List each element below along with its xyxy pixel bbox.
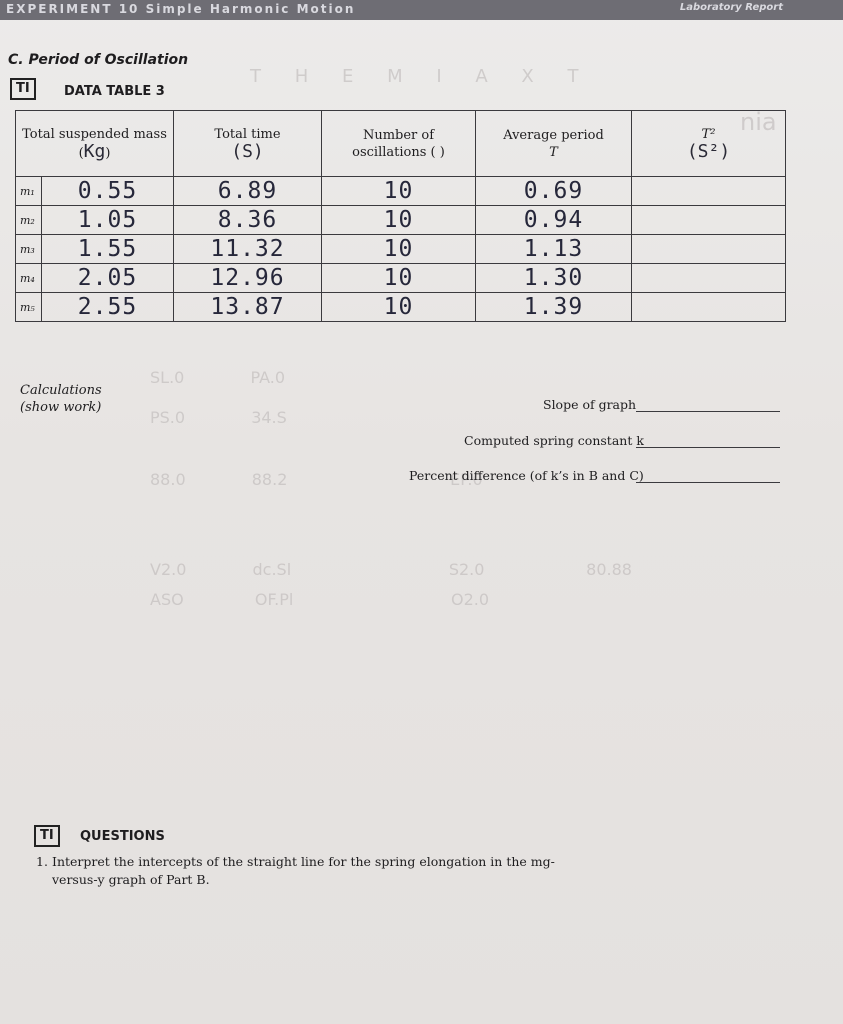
cell-t-squared[interactable] [632, 293, 786, 322]
questions-title: QUESTIONS [80, 829, 165, 844]
bleed-through-text: SL.0 PA.0 [150, 368, 286, 387]
slope-label: Slope of graph [543, 397, 637, 412]
slope-blank[interactable] [636, 411, 780, 412]
spring-constant-label: Computed spring constant k [464, 433, 644, 448]
bleed-through-text: PS.0 34.S [150, 408, 287, 427]
percent-difference-blank[interactable] [636, 482, 780, 483]
calculations-label: Calculations (show work) [20, 383, 102, 415]
percent-difference-label: Percent difference (of k’s in B and C) [409, 468, 644, 483]
data-table-3 [15, 110, 786, 322]
row-label: m₃ [16, 235, 42, 264]
cell-oscillations[interactable]: 10 [322, 293, 476, 322]
spring-constant-blank[interactable] [636, 447, 780, 448]
cell-t-squared[interactable] [632, 177, 786, 206]
row-label: m₅ [16, 293, 42, 322]
cell-time[interactable]: 6.89 [174, 177, 322, 206]
ti-badge-text: TI [16, 81, 30, 96]
cell-time[interactable]: 8.36 [174, 206, 322, 235]
table-row [16, 177, 786, 206]
ti-badge-text: TI [40, 828, 54, 843]
header-period: Average period T [476, 111, 632, 177]
cell-time[interactable]: 12.96 [174, 264, 322, 293]
header-mass: Total suspended mass (Kg) [16, 111, 174, 177]
table-row [16, 235, 786, 264]
cell-time[interactable]: 13.87 [174, 293, 322, 322]
header-t-squared: T² (S²) [632, 111, 786, 177]
cell-mass[interactable]: 0.55 [42, 177, 174, 206]
cell-period[interactable]: 1.39 [476, 293, 632, 322]
bleed-through-text: 88.0 88.2 EP.0 [150, 470, 483, 489]
cell-mass[interactable]: 2.55 [42, 293, 174, 322]
bleed-through-text: nia [740, 108, 777, 136]
question-number: 1. [36, 854, 48, 869]
time-unit: (S) [231, 140, 264, 162]
table-header-row [16, 111, 786, 177]
data-table-label: DATA TABLE 3 [64, 84, 165, 99]
cell-oscillations[interactable]: 10 [322, 177, 476, 206]
cell-period[interactable]: 1.30 [476, 264, 632, 293]
bleed-through-text: ASO OF.Pl O2.0 [150, 590, 490, 609]
ti-badge [34, 825, 60, 847]
row-label: m₄ [16, 264, 42, 293]
table-row [16, 293, 786, 322]
cell-time[interactable]: 11.32 [174, 235, 322, 264]
section-title: C. Period of Oscillation [8, 52, 189, 68]
cell-mass[interactable]: 1.05 [42, 206, 174, 235]
cell-oscillations[interactable]: 10 [322, 235, 476, 264]
cell-period[interactable]: 0.69 [476, 177, 632, 206]
row-label: m₁ [16, 177, 42, 206]
ti-badge [10, 78, 36, 100]
cell-mass[interactable]: 2.05 [42, 264, 174, 293]
row-label: m₂ [16, 206, 42, 235]
cell-t-squared[interactable] [632, 264, 786, 293]
header-time: Total time (S) [174, 111, 322, 177]
page-header-strip [0, 0, 843, 20]
report-title: Laboratory Report [679, 2, 783, 13]
cell-period[interactable]: 1.13 [476, 235, 632, 264]
t-squared-unit: (S²) [686, 140, 731, 162]
cell-mass[interactable]: 1.55 [42, 235, 174, 264]
mass-unit: Kg [83, 140, 106, 162]
bleed-through-text: V2.0 dc.Sl S2.0 80.88 [150, 560, 632, 579]
header-oscillations: Number of oscillations ( ) [322, 111, 476, 177]
question-text: Interpret the intercepts of the straight line for the spring elongation in the mg-versus-y graph of Part B. [52, 854, 555, 887]
table-row [16, 206, 786, 235]
cell-oscillations[interactable]: 10 [322, 206, 476, 235]
cell-t-squared[interactable] [632, 235, 786, 264]
cell-period[interactable]: 0.94 [476, 206, 632, 235]
cell-oscillations[interactable]: 10 [322, 264, 476, 293]
experiment-title: EXPERIMENT 10 Simple Harmonic Motion [6, 2, 356, 16]
cell-t-squared[interactable] [632, 206, 786, 235]
bleed-through-text: T H E M I A X T [250, 66, 593, 87]
table-row [16, 264, 786, 293]
